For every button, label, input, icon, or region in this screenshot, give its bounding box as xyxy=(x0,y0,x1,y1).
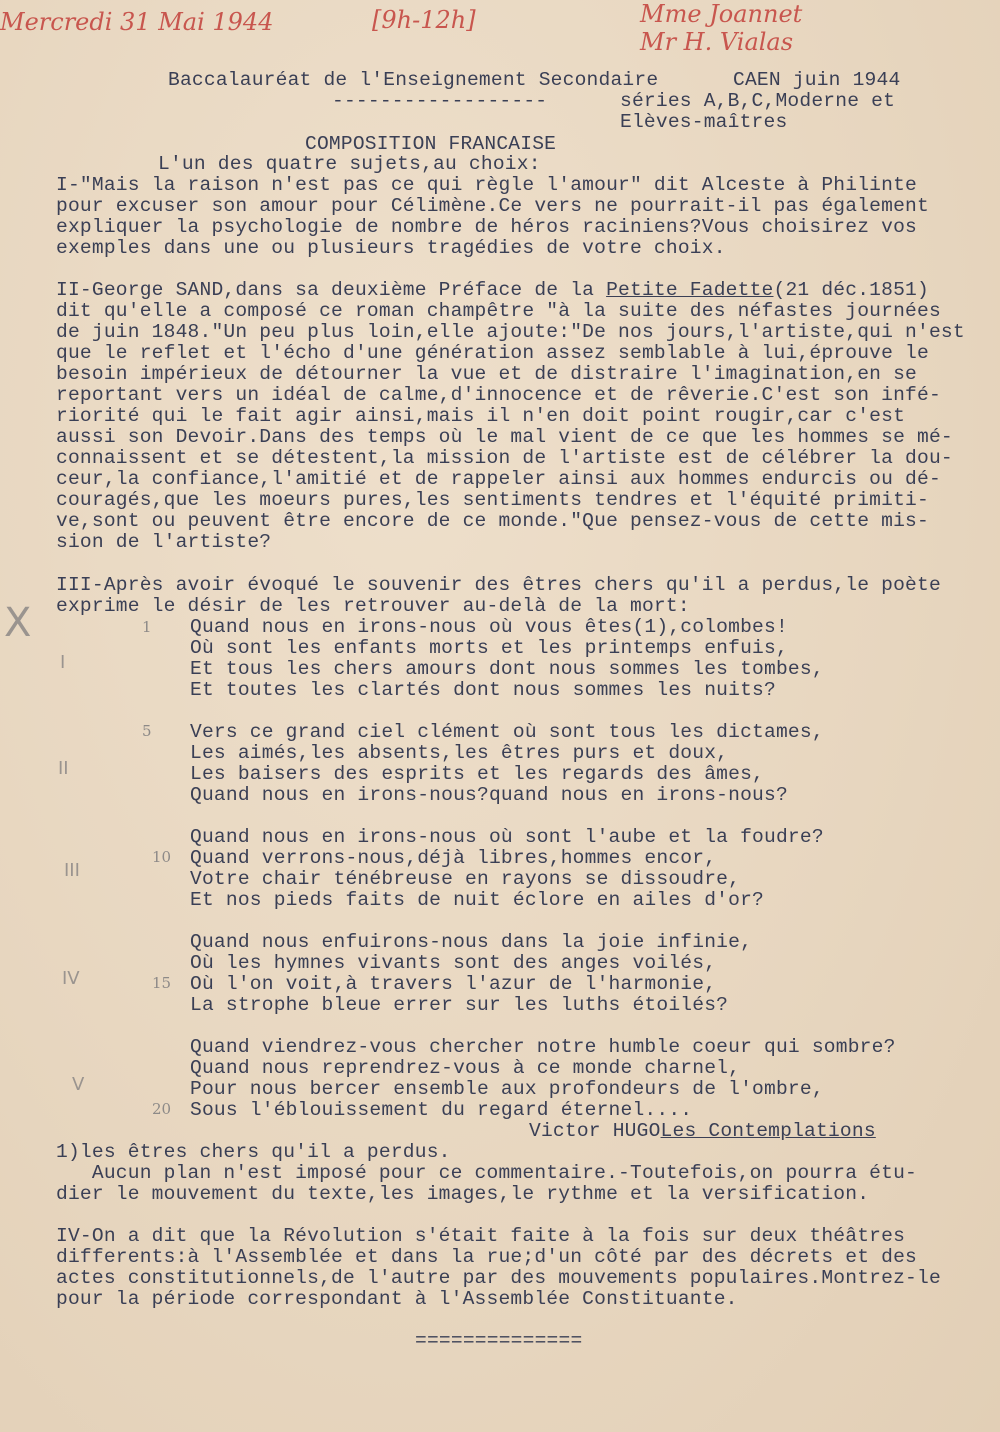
header-series: séries A,B,C,Moderne et xyxy=(620,90,896,112)
poem-source: Les Contemplations xyxy=(660,1120,876,1142)
poem-attribution xyxy=(529,1121,876,1142)
verse-number: 1 xyxy=(142,618,152,636)
header-rule: ------------------ xyxy=(332,90,548,112)
poem-line: Où sont les enfants morts et les printemps enfuis, xyxy=(190,637,788,659)
page-title: COMPOSITION FRANCAISE xyxy=(305,133,557,155)
poem-line: Quand nous en irons-nous où vous êtes(1),colombes! xyxy=(190,616,788,638)
handwritten-date: Mercredi 31 Mai 1944 xyxy=(0,8,274,36)
poem-line: Pour nous bercer ensemble aux profondeurs de l'ombre, xyxy=(190,1078,824,1100)
poem-line: Sous l'éblouissement du regard éternel.... xyxy=(190,1099,693,1121)
poem-line: La strophe bleue errer sur les luths étoilés? xyxy=(190,994,729,1016)
pencil-mark-roman: III xyxy=(64,860,80,881)
poem-line: Vers ce grand ciel clément où sont tous les dictames, xyxy=(190,721,824,743)
subject2-line: de juin 1848."Un peu plus loin,elle ajoute:"De nos jours,l'artiste,qui n'est xyxy=(56,321,965,343)
poem-line: Et tous les chers amours dont nous sommes les tombes, xyxy=(190,658,824,680)
subject2-first-line xyxy=(56,280,929,301)
end-rule: ============== xyxy=(415,1330,583,1352)
poem-line: Quand nous reprendrez-vous à ce monde charnel, xyxy=(190,1057,741,1079)
header-place-date: CAEN juin 1944 xyxy=(733,69,901,91)
subject1-line: exemples dans une ou plusieurs tragédies de votre choix. xyxy=(56,237,726,259)
poem-line: Où l'on voit,à travers l'azur de l'harmonie, xyxy=(190,973,717,995)
header-exam-name: Baccalauréat de l'Enseignement Secondaire xyxy=(168,69,659,91)
subject2-text: II-George SAND,dans sa deuxième Préface de la xyxy=(56,279,607,301)
header-eleves: Elèves-maîtres xyxy=(620,111,788,133)
poem-line: Les baisers des esprits et les regards des âmes, xyxy=(190,763,764,785)
poem-line: Quand viendrez-vous chercher notre humble coeur qui sombre? xyxy=(190,1036,896,1058)
intro-line: L'un des quatre sujets,au choix: xyxy=(158,153,541,175)
footnote: 1)les êtres chers qu'il a perdus. xyxy=(56,1141,451,1163)
book-title: Petite Fadette xyxy=(606,279,774,301)
subject1-line: I-"Mais la raison n'est pas ce qui règle l'amour" dit Alceste à Philinte xyxy=(56,174,917,196)
subject2-line: couragés,que les moeurs pures,les sentiments tendres et l'équité primiti- xyxy=(56,489,929,511)
poem-line: Quand nous enfuirons-nous dans la joie infinie, xyxy=(190,931,753,953)
commentary-instruction: dier le mouvement du texte,les images,le rythme et la versification. xyxy=(56,1183,870,1205)
poem-line: Les aimés,les absents,les êtres purs et doux, xyxy=(190,742,729,764)
pencil-mark-roman: IV xyxy=(62,968,80,989)
poem-line: Quand nous en irons-nous?quand nous en irons-nous? xyxy=(190,784,788,806)
pencil-mark-x: X xyxy=(4,600,32,646)
subject2-line: reportant vers un idéal de calme,d'innocence et de rêverie.C'est son infé- xyxy=(56,384,941,406)
pencil-mark-roman: I xyxy=(60,652,66,673)
poem-line: Quand verrons-nous,déjà libres,hommes encor, xyxy=(190,847,717,869)
poem-line: Où les hymnes vivants sont des anges voilés, xyxy=(190,952,717,974)
poem-author: Victor HUGO xyxy=(529,1120,661,1142)
subject3-intro: exprime le désir de les retrouver au-delà de la mort: xyxy=(56,595,690,617)
verse-number: 10 xyxy=(152,848,172,866)
subject4-line: actes constitutionnels,de l'autre par des mouvements populaires.Montrez-le xyxy=(56,1267,941,1289)
subject1-line: pour excuser son amour pour Célimène.Ce vers ne pourrait-il pas également xyxy=(56,195,929,217)
verse-number: 20 xyxy=(152,1100,172,1118)
subject2-line: dit qu'elle a composé ce roman champêtre "à la suite des néfastes journées xyxy=(56,300,941,322)
pencil-mark-roman: V xyxy=(72,1074,85,1095)
subject2-line: aussi son Devoir.Dans des temps où le mal vient de ce que les hommes se mé- xyxy=(56,426,953,448)
handwritten-names-2: Mr H. Vialas xyxy=(640,28,794,56)
verse-number: 15 xyxy=(152,974,172,992)
subject2-date: (21 déc.1851) xyxy=(773,279,929,301)
subject1-line: expliquer la psychologie de nombre de héros raciniens?Vous choisirez vos xyxy=(56,216,917,238)
pencil-mark-roman: II xyxy=(58,758,69,779)
commentary-instruction: Aucun plan n'est imposé pour ce commentaire.-Toutefois,on pourra étu- xyxy=(56,1162,917,1184)
handwritten-names-1: Mme Joannet xyxy=(640,0,803,28)
subject4-line: pour la période correspondant à l'Assemblée Constituante. xyxy=(56,1288,738,1310)
subject2-line: que le reflet et l'écho d'une génération assez semblable à lui,éprouve le xyxy=(56,342,929,364)
poem-line: Votre chair ténébreuse en rayons se dissoudre, xyxy=(190,868,741,890)
subject4-line: differents:à l'Assemblée et dans la rue;d'un côté par des décrets et des xyxy=(56,1246,917,1268)
subject2-line: riorité qui le fait agir ainsi,mais il n'en doit point rougir,car c'est xyxy=(56,405,906,427)
subject2-line: besoin impérieux de détourner la vue et de distraire l'imagination,en se xyxy=(56,363,917,385)
verse-number: 5 xyxy=(142,722,152,740)
subject2-line: ve,sont ou peuvent être encore de ce monde."Que pensez-vous de cette mis- xyxy=(56,510,929,532)
poem-line: Quand nous en irons-nous où sont l'aube et la foudre? xyxy=(190,826,824,848)
poem-line: Et nos pieds faits de nuit éclore en ailes d'or? xyxy=(190,889,764,911)
poem-line: Et toutes les clartés dont nous sommes les nuits? xyxy=(190,679,776,701)
subject4-line: IV-On a dit que la Révolution s'était faite à la fois sur deux théâtres xyxy=(56,1225,906,1247)
subject2-line: ceur,la confiance,l'amitié et de rappeler ainsi aux hommes endurcis ou dé- xyxy=(56,468,941,490)
subject2-line: sion de l'artiste? xyxy=(56,531,272,553)
subject2-line: connaissent et se détestent,la mission de l'artiste est de célébrer la dou- xyxy=(56,447,953,469)
handwritten-time: [9h-12h] xyxy=(372,6,476,34)
subject3-intro: III-Après avoir évoqué le souvenir des êtres chers qu'il a perdus,le poète xyxy=(56,574,941,596)
